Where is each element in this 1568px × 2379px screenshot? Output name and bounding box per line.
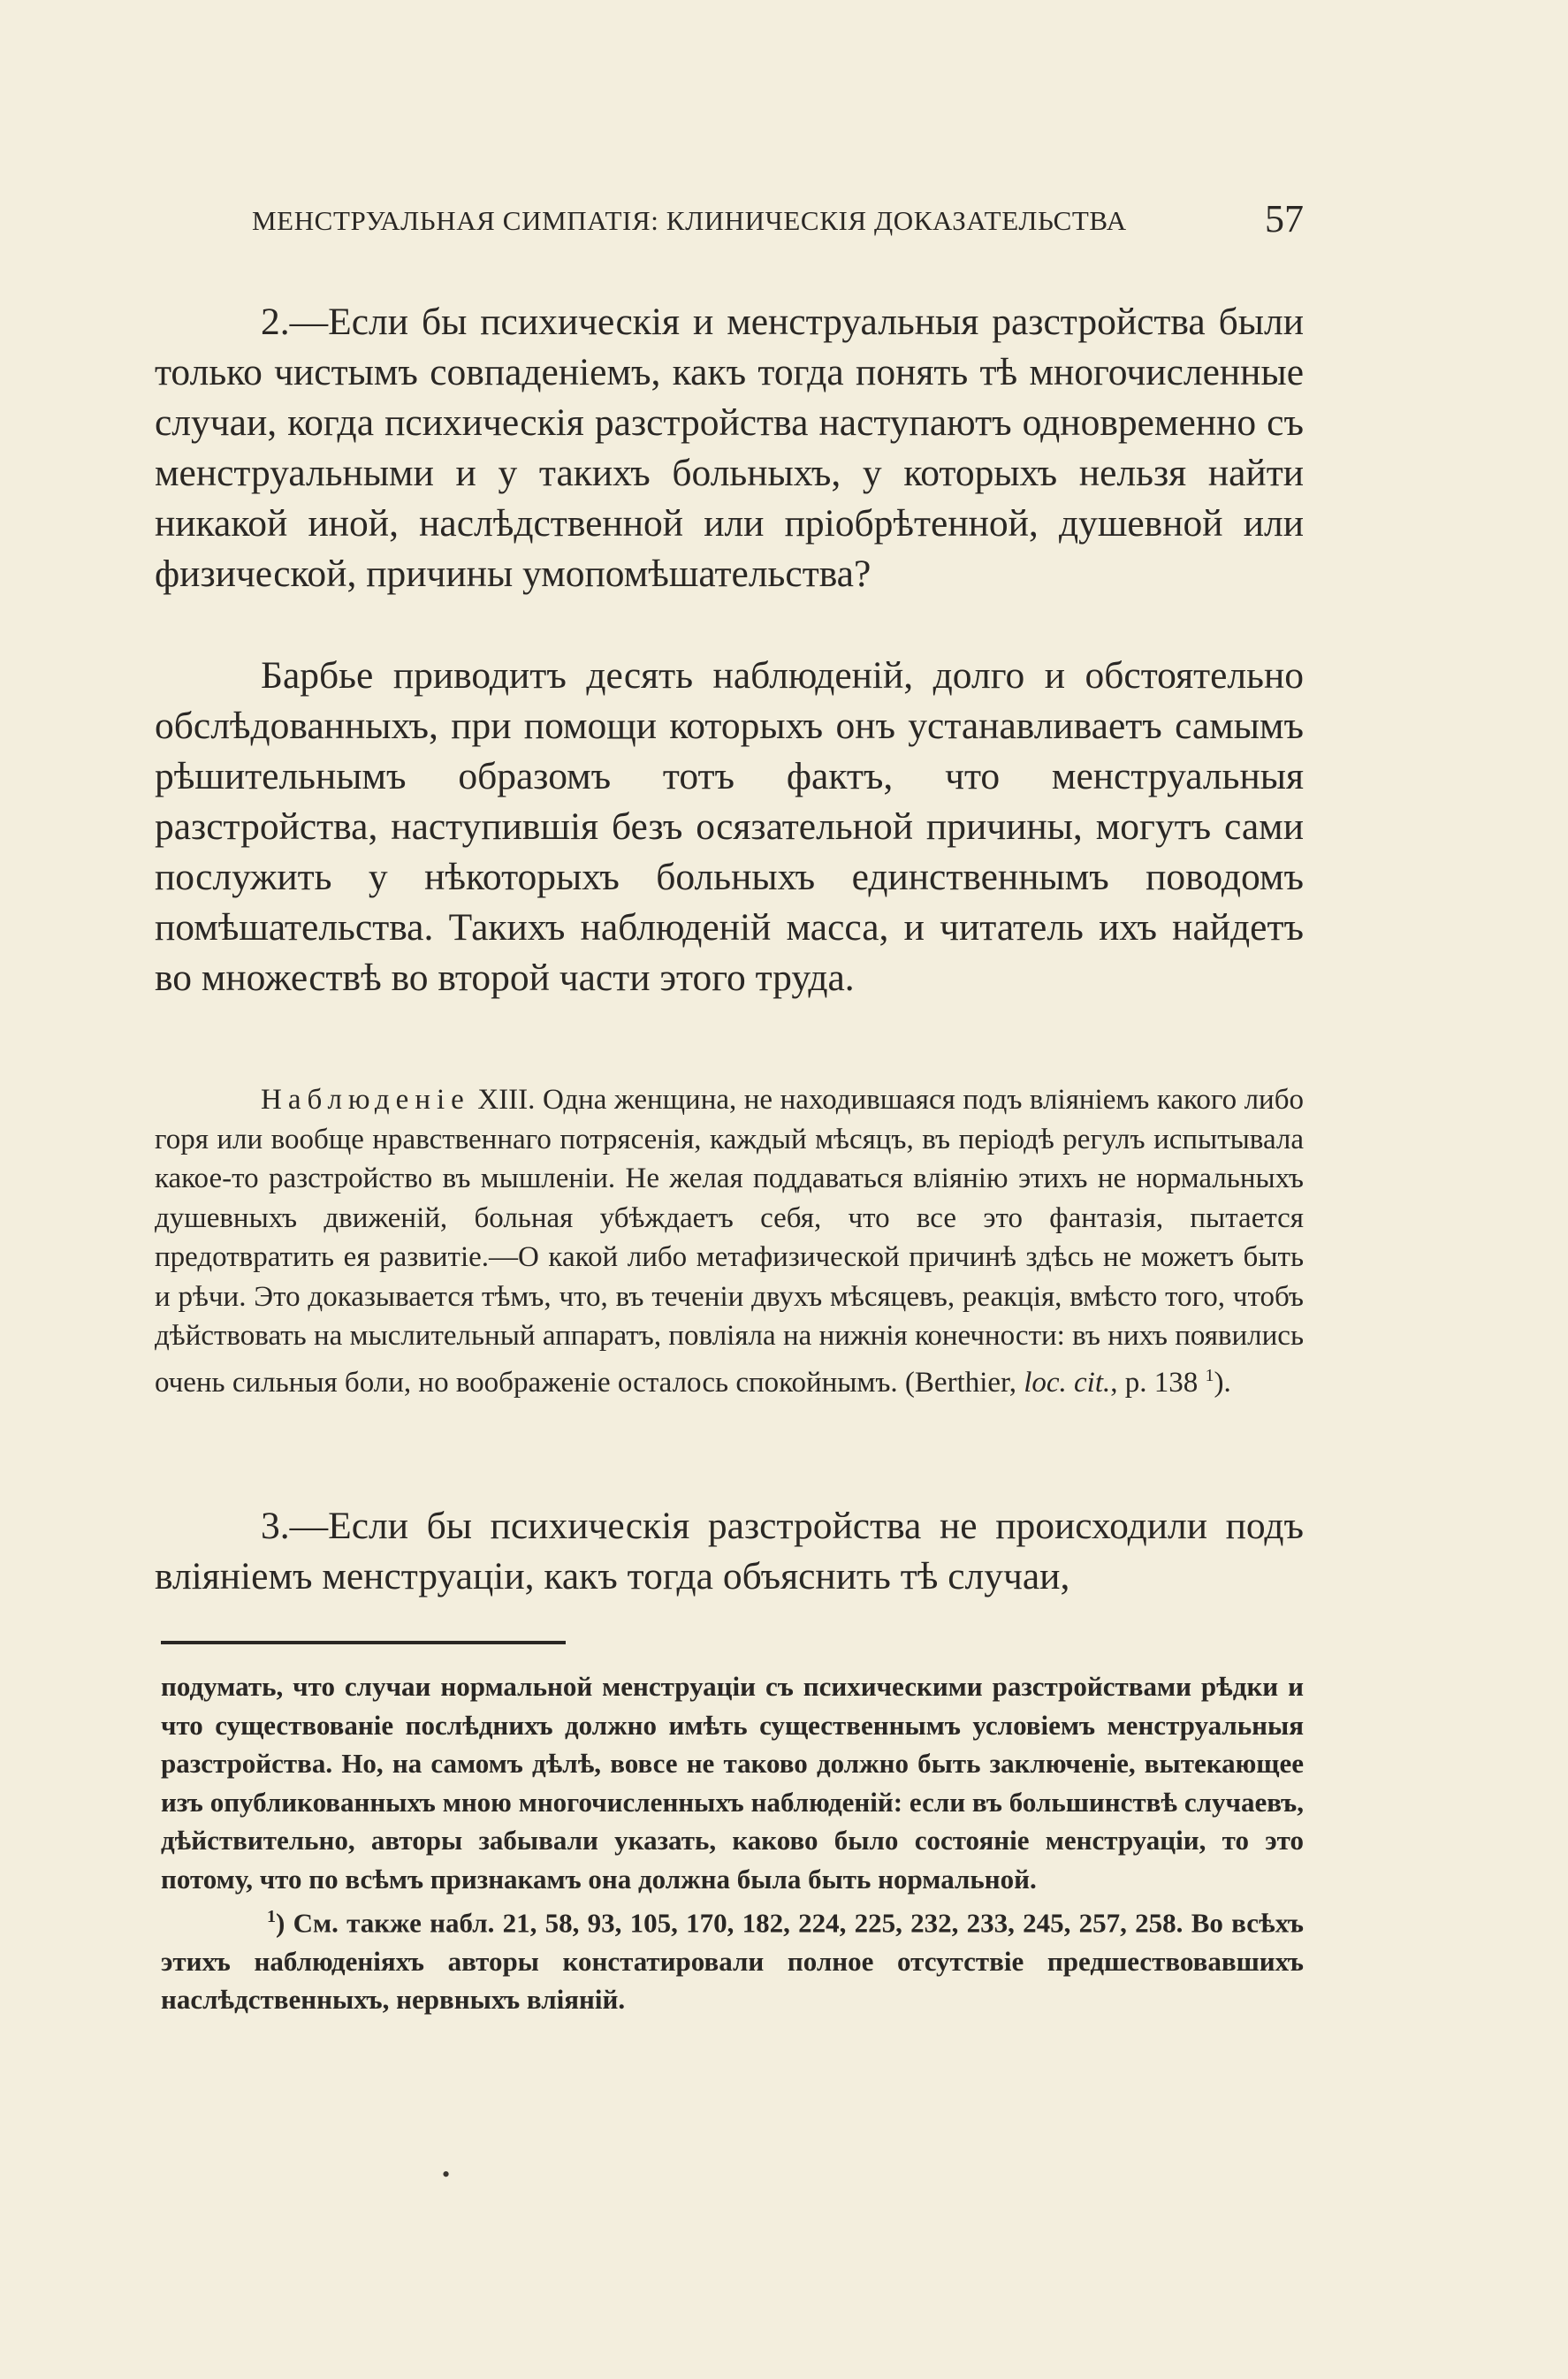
ink-speck: • <box>442 2162 451 2187</box>
paragraph-2 <box>155 297 1304 599</box>
observation-label: Наблюденіе <box>261 1084 470 1116</box>
footnote-1-text: ) См. также набл. 21, 58, 93, 105, 170, 182, 224, 225, 232, 233, 245, 257, 258. Во всѣхъ этихъ наблюденіяхъ авторы констатировали полное отсутствіе предшествовавшихъ наслѣдственныхъ, нервныхъ вліяній. <box>161 1907 1304 2016</box>
footnote-divider <box>161 1641 566 1644</box>
footnote-1-mark: 1 <box>267 1907 276 1926</box>
paragraph-text: Барбье приводитъ десять наблюденій, долго и обстоятельно обслѣдованныхъ, при помощи которыхъ онъ устанавливаетъ самымъ рѣшительнымъ образомъ тотъ фактъ, что менструальныя разстройства, наступившія безъ осязательной причины, могутъ сами послужить у нѣкоторыхъ больныхъ единственнымъ поводомъ помѣшательства. Такихъ наблюденій масса, и читатель ихъ найдетъ во множествѣ во второй части этого труда. <box>155 654 1304 999</box>
citation-italic: loc. cit. <box>1024 1366 1111 1399</box>
citation-page: , p. 138 <box>1110 1366 1199 1399</box>
observation-xiii <box>155 1080 1304 1402</box>
footnote-mark: 1 <box>1205 1365 1214 1385</box>
footnote-continued: подумать, что случаи нормальной менструаціи съ психическими разстройствами рѣдки и что существованіе послѣднихъ должно имѣть существеннымъ условіемъ менструальныя разстройства. Но, на самомъ дѣлѣ, вовсе не таково должно быть заключеніе, вытекающее изъ опубликованныхъ мною многочисленныхъ наблюденій: если въ большинствѣ случаевъ, дѣйствительно, авторы забывали указать, каково было состояніе менструаціи, то это потому, что по всѣмъ признакамъ она должна была быть нормальной. <box>161 1671 1304 1895</box>
observation-body: Одна женщина, не находившаяся подъ вліяніемъ какого либо горя или вообще нравственнаго потрясенія, каждый мѣсяцъ, въ періодѣ регулъ испытывала какое-то разстройство въ мышленіи. Не желая поддаваться вліянію этихъ не нормальныхъ душевныхъ движеній, больная убѣждаетъ себя, что все это фантазія, пытается предотвратить ея развитіе.—О какой либо метафизической причинѣ здѣсь не можетъ быть и рѣчи. Это доказывается тѣмъ, что, въ теченіи двухъ мѣсяцевъ, реакція, вмѣсто того, чтобъ дѣйствовать на мыслительный аппаратъ, повліяла на нижнія конечности: въ нихъ появились очень сильныя боли, но воображеніе осталось спокойнымъ. (Berthier, <box>155 1084 1305 1399</box>
footnotes <box>161 1667 1304 2019</box>
footnote-1 <box>161 1898 1304 2019</box>
paragraph-text: 3.—Если бы психическія разстройства не происходили подъ вліяніемъ менструаціи, какъ тогда объяснить тѣ случаи, <box>155 1505 1304 1597</box>
page-number: 57 <box>1265 197 1304 240</box>
running-head: МЕНСТРУАЛЬНАЯ СИМПАТІЯ: КЛИНИЧЕСКІЯ ДОКАЗАТЕЛЬСТВА <box>252 205 1127 236</box>
paragraph-3 <box>155 1501 1304 1602</box>
observation-text <box>155 1080 1304 1402</box>
observation-closing: ). <box>1214 1366 1231 1399</box>
paragraph-barbier <box>155 651 1304 1003</box>
paragraph-text: 2.—Если бы психическія и менструальныя разстройства были только чистымъ совпаденіемъ, какъ тогда понять тѣ многочисленные случаи, когда психическія разстройства наступаютъ одновременно съ менструальными и у такихъ больныхъ, у которыхъ нельзя найти никакой иной, наслѣдственной или пріобрѣтенной, душевной или физической, причины умопомѣшательства? <box>155 301 1304 595</box>
observation-number: XIII. <box>477 1084 536 1116</box>
